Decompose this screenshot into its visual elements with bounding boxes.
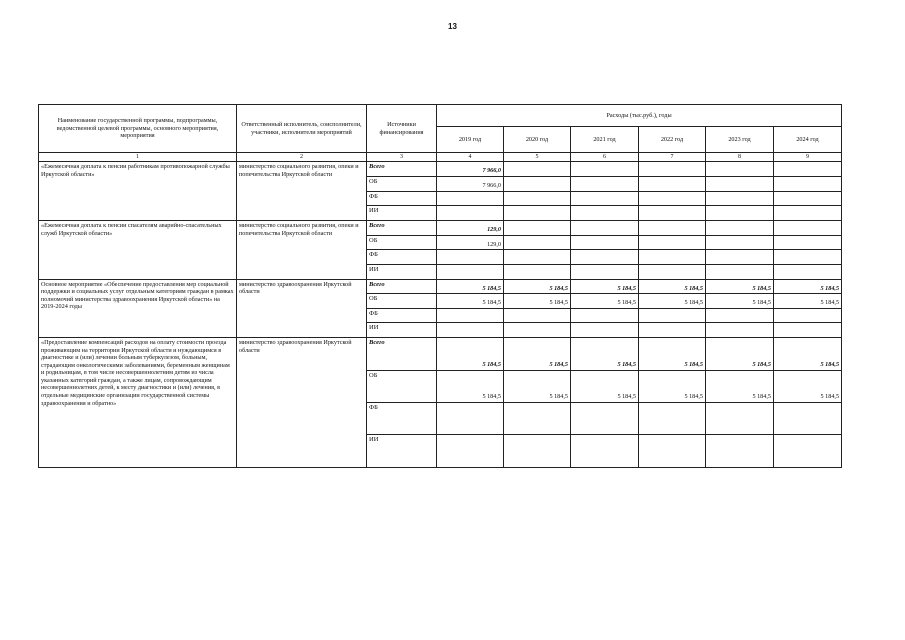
expense-value — [571, 162, 639, 177]
expense-value — [774, 323, 842, 338]
expense-value — [639, 235, 706, 250]
funding-source: ИИ — [367, 206, 437, 221]
column-number: 7 — [639, 153, 706, 162]
expense-value: 5 184,5 — [571, 370, 639, 402]
expense-value: 5 184,5 — [437, 370, 504, 402]
table-row — [39, 162, 842, 177]
expense-value — [504, 206, 571, 221]
expense-value — [504, 308, 571, 323]
expense-value: 5 184,5 — [504, 370, 571, 402]
expense-value — [571, 323, 639, 338]
expense-value — [706, 206, 774, 221]
expense-value — [504, 264, 571, 279]
table-body — [39, 162, 842, 468]
expense-value — [774, 162, 842, 177]
header-year: 2024 год — [774, 127, 842, 153]
expense-value — [706, 323, 774, 338]
expense-value — [504, 191, 571, 206]
expense-value — [639, 177, 706, 192]
expense-value — [571, 435, 639, 468]
expense-value: 7 966,0 — [437, 177, 504, 192]
expense-value — [774, 402, 842, 434]
expense-value — [706, 177, 774, 192]
funding-source: ОБ — [367, 177, 437, 192]
expense-value — [437, 206, 504, 221]
page-number: 13 — [448, 22, 457, 31]
expense-value — [706, 308, 774, 323]
expense-value — [706, 191, 774, 206]
header-source: Источники финансирования — [367, 105, 437, 153]
measure-executor: министерство социального развития, опеки и попечительства Иркутской области — [237, 220, 367, 279]
expense-value: 129,0 — [437, 235, 504, 250]
expense-value: 5 184,5 — [706, 294, 774, 309]
expense-value: 5 184,5 — [571, 279, 639, 294]
column-number: 2 — [237, 153, 367, 162]
funding-source: ОБ — [367, 370, 437, 402]
expense-value — [706, 220, 774, 235]
expense-value — [504, 323, 571, 338]
column-number: 3 — [367, 153, 437, 162]
expense-value — [706, 402, 774, 434]
column-numbers-row — [39, 153, 842, 162]
expense-value — [774, 191, 842, 206]
expense-value: 5 184,5 — [639, 338, 706, 370]
expense-value: 5 184,5 — [437, 279, 504, 294]
expense-value: 5 184,5 — [639, 370, 706, 402]
header-year: 2022 год — [639, 127, 706, 153]
expense-value — [571, 264, 639, 279]
expense-value — [639, 206, 706, 221]
header-year: 2019 год — [437, 127, 504, 153]
expense-value — [639, 162, 706, 177]
measure-name: «Ежемесячная доплата к пенсии спасателям аварийно-спасательных служб Иркутской области» — [39, 220, 237, 279]
column-number: 4 — [437, 153, 504, 162]
expense-value — [437, 250, 504, 265]
expense-value — [639, 191, 706, 206]
expense-value — [774, 308, 842, 323]
column-number: 1 — [39, 153, 237, 162]
expense-value — [571, 191, 639, 206]
expense-value — [504, 235, 571, 250]
expense-value — [774, 206, 842, 221]
funding-source: Всего — [367, 220, 437, 235]
expense-value — [437, 191, 504, 206]
measure-name: «Ежемесячная доплата к пенсии работникам противопожарной службы Иркутской области» — [39, 162, 237, 221]
expense-value — [504, 220, 571, 235]
expense-value: 5 184,5 — [437, 294, 504, 309]
measure-name: Основное мероприятие «Обеспечение предоставления мер социальной поддержки и социальных услуг отдельным категориям граждан в рамках полномочий министерства здравоохранения Иркутской области» на 2019-2024 годы — [39, 279, 237, 338]
expense-value — [437, 323, 504, 338]
expense-value — [504, 162, 571, 177]
funding-source: Всего — [367, 338, 437, 370]
expense-value: 5 184,5 — [706, 279, 774, 294]
expense-value — [571, 250, 639, 265]
column-number: 6 — [571, 153, 639, 162]
expenses-table — [38, 104, 842, 468]
column-number: 8 — [706, 153, 774, 162]
funding-source: ОБ — [367, 235, 437, 250]
expense-value: 5 184,5 — [774, 338, 842, 370]
expense-value — [706, 435, 774, 468]
expense-value — [706, 235, 774, 250]
funding-source: ИИ — [367, 323, 437, 338]
funding-source: ИИ — [367, 435, 437, 468]
expense-value — [571, 220, 639, 235]
header-executor: Ответственный исполнитель, соисполнители, участники, исполнители мероприятий — [237, 105, 367, 153]
expense-value: 5 184,5 — [571, 294, 639, 309]
measure-executor: министерство здравоохранения Иркутской области — [237, 279, 367, 338]
expense-value — [774, 250, 842, 265]
table-row — [39, 279, 842, 294]
expense-value — [504, 402, 571, 434]
expense-value — [774, 220, 842, 235]
funding-source: ФБ — [367, 191, 437, 206]
expense-value: 7 966,0 — [437, 162, 504, 177]
expense-value: 5 184,5 — [571, 338, 639, 370]
column-number: 5 — [504, 153, 571, 162]
table-row — [39, 338, 842, 370]
expense-value: 5 184,5 — [504, 294, 571, 309]
expense-value: 5 184,5 — [504, 279, 571, 294]
expense-value — [437, 308, 504, 323]
expense-value — [571, 177, 639, 192]
expense-value — [437, 435, 504, 468]
expense-value — [774, 435, 842, 468]
expense-value — [571, 402, 639, 434]
measure-name: «Предоставление компенсаций расходов на оплату стоимости проезда проживающим на территории Иркутской области и нуждающимся в диагностике и (или) лечении больным туберкулезом, больным, страдающим онкологическими заболеваниями, беременным женщинам и родильницам, в том числе несовершеннолетним детям из числа указанных категорий граждан, а также лицам, сопровождающим несовершеннолетних детей, к месту диагностики и (или) лечения, в отдельные медицинские организации государственной системы здравоохранения и обратно» — [39, 338, 237, 468]
expense-value: 129,0 — [437, 220, 504, 235]
expense-value — [571, 235, 639, 250]
measure-executor: министерство социального развития, опеки и попечительства Иркутской области — [237, 162, 367, 221]
expense-value: 5 184,5 — [706, 370, 774, 402]
expense-value: 5 184,5 — [774, 294, 842, 309]
funding-source: Всего — [367, 162, 437, 177]
expense-value — [639, 402, 706, 434]
expense-value — [504, 435, 571, 468]
expense-value: 5 184,5 — [504, 338, 571, 370]
header-year: 2023 год — [706, 127, 774, 153]
funding-source: ФБ — [367, 402, 437, 434]
expense-value — [706, 250, 774, 265]
funding-source: ФБ — [367, 250, 437, 265]
expense-value — [504, 250, 571, 265]
expense-value — [639, 250, 706, 265]
table-row — [39, 220, 842, 235]
expense-value — [706, 162, 774, 177]
header-expenses: Расходы (тыс.руб.), годы — [437, 105, 842, 127]
expense-value — [639, 323, 706, 338]
expense-value — [774, 177, 842, 192]
expense-value — [437, 402, 504, 434]
funding-source: ОБ — [367, 294, 437, 309]
expense-value — [571, 308, 639, 323]
header-name: Наименование государственной программы, подпрограммы, ведомственной целевой программы, основного мероприятия, мероприятия — [39, 105, 237, 153]
expense-value: 5 184,5 — [774, 370, 842, 402]
expense-value — [706, 264, 774, 279]
column-number: 9 — [774, 153, 842, 162]
expense-value: 5 184,5 — [639, 294, 706, 309]
funding-source: ИИ — [367, 264, 437, 279]
expense-value: 5 184,5 — [639, 279, 706, 294]
measure-executor: министерство здравоохранения Иркутской области — [237, 338, 367, 468]
header-year: 2021 год — [571, 127, 639, 153]
expense-value: 5 184,5 — [706, 338, 774, 370]
expense-value — [639, 308, 706, 323]
expense-value — [639, 220, 706, 235]
expense-value: 5 184,5 — [774, 279, 842, 294]
expense-value — [774, 235, 842, 250]
header-year: 2020 год — [504, 127, 571, 153]
expense-value — [571, 206, 639, 221]
funding-source: Всего — [367, 279, 437, 294]
expense-value — [639, 435, 706, 468]
expense-value: 5 184,5 — [437, 338, 504, 370]
expense-value — [437, 264, 504, 279]
expense-value — [504, 177, 571, 192]
funding-source: ФБ — [367, 308, 437, 323]
expense-value — [639, 264, 706, 279]
expense-value — [774, 264, 842, 279]
